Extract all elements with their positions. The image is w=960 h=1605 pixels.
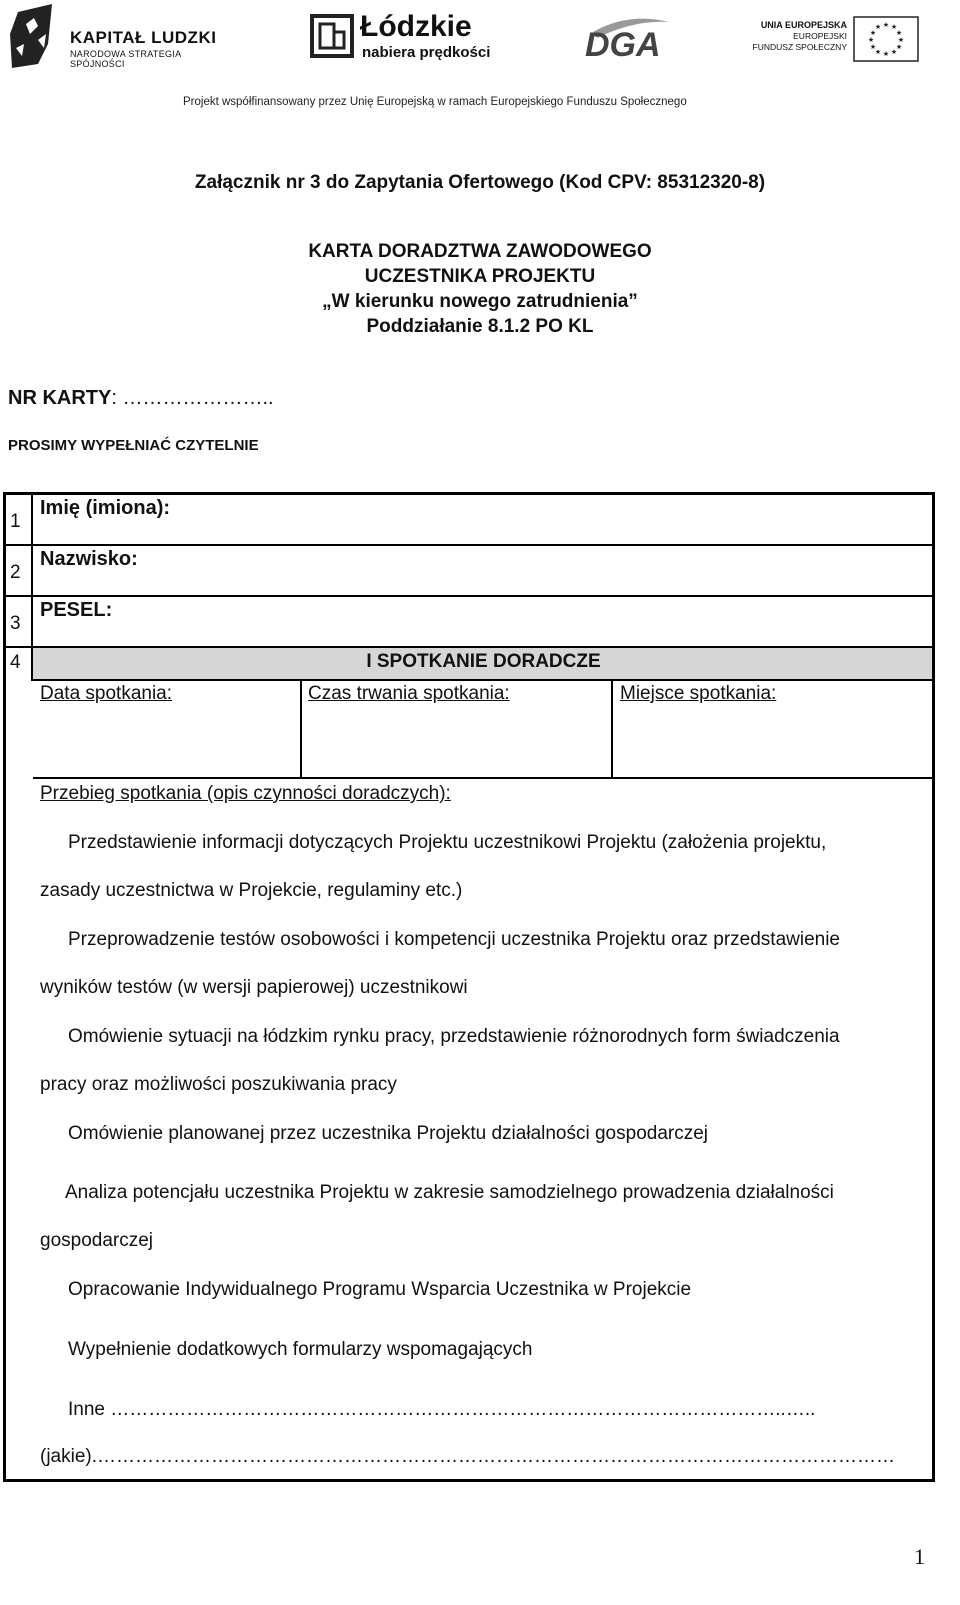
svg-text:★: ★ — [882, 21, 890, 29]
card-number-value: : ………………….. — [111, 387, 274, 409]
first-name-label: Imię (imiona): — [40, 497, 171, 519]
svg-text:★: ★ — [874, 23, 882, 31]
surname-label: Nazwisko: — [40, 548, 138, 570]
lodzkie-logo — [310, 10, 520, 70]
kl-title: KAPITAŁ LUDZKI — [70, 28, 217, 47]
page-number: 1 — [914, 1544, 925, 1569]
ue-logo — [740, 14, 925, 64]
meeting-place-label: Miejsce spotkania: — [620, 683, 777, 704]
ue-text — [737, 20, 847, 53]
card-number-label: NR KARTY — [8, 387, 112, 409]
dga-text: DGA — [585, 26, 661, 64]
activity-item-3a: Omówienie sytuacji na łódzkim rynku pracy, przedstawienie różnorodnych form świadczenia — [68, 1026, 840, 1047]
kl-subtitle: NARODOWA STRATEGIA SPÓJNOŚCI — [70, 49, 181, 69]
lodzkie-emblem-icon — [310, 14, 354, 58]
kapital-ludzki-logo — [8, 4, 228, 74]
meeting-course-label: Przebieg spotkania (opis czynności doradczych): — [40, 783, 451, 804]
svg-text:★: ★ — [897, 36, 905, 44]
svg-text:★: ★ — [867, 36, 875, 44]
row-number-1: 1 — [10, 511, 21, 532]
card-title-line2: UCZESTNIKA PROJEKTU — [364, 266, 596, 287]
svg-text:★: ★ — [874, 48, 882, 56]
activity-item-other-which: ……………………………………………………………………………………………………………….(jakie) — [40, 1446, 896, 1467]
meeting-date-label: Data spotkania: — [40, 683, 173, 704]
row-number-2: 2 — [10, 562, 21, 583]
dga-logo — [583, 14, 673, 64]
fill-instructions: PROSIMY WYPEŁNIAĆ CZYTELNIE — [8, 437, 259, 454]
svg-text:★: ★ — [890, 23, 898, 31]
activity-item-5b: gospodarczej — [40, 1230, 154, 1251]
activity-item-6: Opracowanie Indywidualnego Programu Wsparcia Uczestnika w Projekcie — [68, 1279, 692, 1300]
activity-item-1a: Przedstawienie informacji dotyczących Projektu uczestnikowi Projektu (założenia projektu, — [68, 832, 827, 853]
card-number — [8, 387, 274, 410]
row-number-3: 3 — [10, 613, 21, 634]
annex-title: Załącznik nr 3 do Zapytania Ofertowego (Kod CPV: 85312320-8) — [194, 172, 766, 193]
row-number-4-value: 4 — [10, 652, 21, 673]
svg-text:★: ★ — [869, 29, 877, 37]
svg-text:★: ★ — [882, 50, 890, 58]
kapital-ludzki-emblem-icon — [8, 4, 56, 70]
card-title-line4: Poddziałanie 8.1.2 PO KL — [366, 316, 594, 337]
activity-item-5a: Analiza potencjału uczestnika Projektu w zakresie samodzielnego prowadzenia działalności — [65, 1182, 834, 1203]
activity-item-other: Inne ……………………………………………………………………………………………..….. — [68, 1399, 816, 1420]
activity-item-2a: Przeprowadzenie testów osobowości i kompetencji uczestnika Projektu oraz przedstawienie — [68, 929, 840, 950]
ue-line3: FUNDUSZ SPOŁECZNY — [752, 42, 847, 52]
activity-item-7: Wypełnienie dodatkowych formularzy wspomagających — [68, 1339, 533, 1360]
activity-item-4: Omówienie planowanej przez uczestnika Projektu działalności gospodarczej — [68, 1123, 709, 1144]
pesel-label: PESEL: — [40, 599, 113, 621]
activity-item-2b: wyników testów (w wersji papierowej) uczestnikowi — [40, 977, 468, 998]
meeting-header: I SPOTKANIE DORADCZE — [366, 651, 601, 672]
activity-item-1b: zasady uczestnictwa w Projekcie, regulaminy etc.) — [40, 880, 463, 901]
ue-line2: EUROPEJSKI — [793, 31, 847, 41]
eu-flag-icon — [853, 16, 919, 62]
card-title-line1: KARTA DORADZTWA ZAWODOWEGO — [308, 241, 652, 262]
svg-text:★: ★ — [890, 48, 898, 56]
lodzkie-title: Łódzkie — [360, 10, 472, 43]
activity-item-3b: pracy oraz możliwości poszukiwania pracy — [40, 1074, 397, 1095]
card-title-line3: „W kierunku nowego zatrudnienia” — [322, 291, 638, 312]
svg-text:★: ★ — [895, 29, 903, 37]
meeting-duration-label: Czas trwania spotkania: — [308, 683, 510, 704]
ue-line1: UNIA EUROPEJSKA — [760, 20, 847, 30]
lodzkie-subtitle: nabiera prędkości — [362, 44, 491, 61]
funding-note: Projekt współfinansowany przez Unię Europejską w ramach Europejskiego Funduszu Społecznego — [183, 96, 687, 108]
svg-text:★: ★ — [869, 43, 877, 51]
svg-text:★: ★ — [895, 43, 903, 51]
